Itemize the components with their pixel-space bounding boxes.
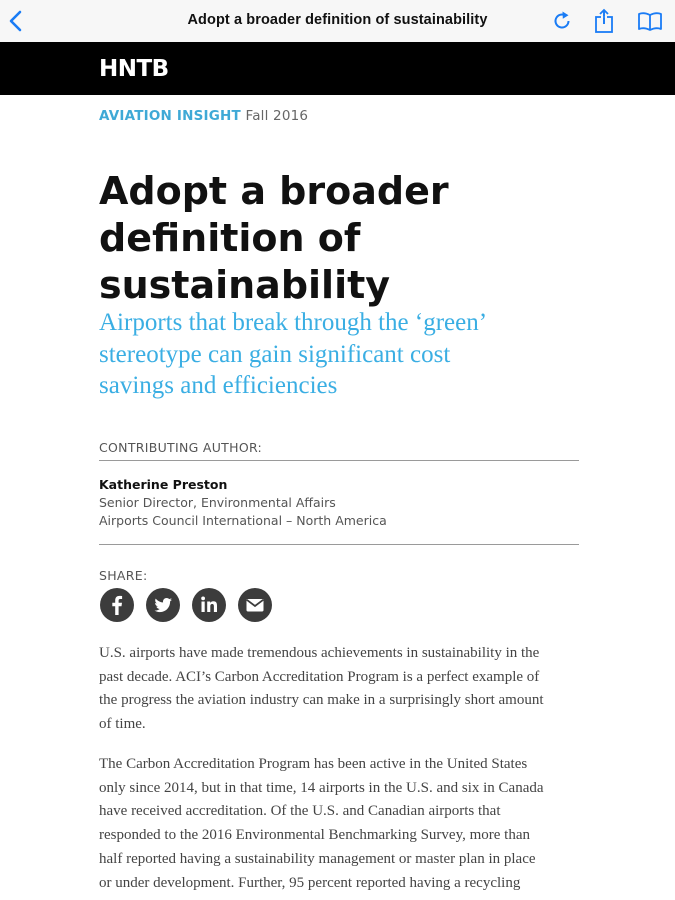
kicker-label[interactable]: AVIATION INSIGHT <box>99 108 241 124</box>
paragraph-line: the progress the aviation industry can make in a surprisingly short amount <box>99 692 544 709</box>
author-title: Senior Director, Environmental Affairs <box>99 495 336 510</box>
author-organization: Airports Council International – North America <box>99 513 387 528</box>
kicker-date: Fall 2016 <box>245 108 309 124</box>
reload-icon[interactable] <box>548 7 576 35</box>
share-label: SHARE: <box>99 568 148 583</box>
browser-toolbar <box>0 0 675 42</box>
contributing-author-label: CONTRIBUTING AUTHOR: <box>99 440 263 455</box>
paragraph-line: of time. <box>99 716 146 733</box>
twitter-icon[interactable] <box>146 588 180 622</box>
paragraph-line: only since 2014, but in that time, 14 airports in the U.S. and six in Canada <box>99 779 544 796</box>
article-kicker <box>99 108 308 124</box>
article-paragraph <box>99 753 584 895</box>
hntb-logo[interactable]: HNTB <box>99 56 169 82</box>
paragraph-line: half reported having a sustainability management or master plan in place <box>99 850 536 867</box>
paragraph-line: responded to the 2016 Environmental Benchmarking Survey, more than <box>99 827 531 844</box>
article-paragraph <box>99 642 584 737</box>
headline-line: sustainability <box>99 263 391 307</box>
headline-line: Adopt a broader <box>99 169 449 213</box>
facebook-icon[interactable] <box>100 588 134 622</box>
linkedin-icon[interactable] <box>192 588 226 622</box>
share-icon[interactable] <box>590 7 618 35</box>
brand-bar <box>0 42 675 95</box>
paragraph-line: have received accreditation. Of the U.S. and Canadian airports that <box>99 803 501 820</box>
author-name: Katherine Preston <box>99 477 228 492</box>
bookmarks-icon[interactable] <box>636 7 664 35</box>
browser-page-title: Adopt a broader definition of sustainability <box>187 12 488 28</box>
subhead-line: stereotype can gain significant cost <box>99 340 451 368</box>
email-icon[interactable] <box>238 588 272 622</box>
subhead-line: Airports that break through the ‘green’ <box>99 309 488 336</box>
paragraph-line: U.S. airports have made tremendous achievements in sustainability in the <box>99 645 540 661</box>
article-headline <box>99 168 539 309</box>
paragraph-line: or under development. Further, 95 percent reported having a recycling <box>99 874 521 891</box>
subhead-line: savings and efficiencies <box>99 372 338 399</box>
divider <box>99 544 579 545</box>
headline-line: definition of <box>99 216 361 260</box>
divider <box>99 460 579 461</box>
paragraph-line: past decade. ACI’s Carbon Accreditation Program is a perfect example of <box>99 668 540 685</box>
article-subhead <box>99 307 569 402</box>
paragraph-line: The Carbon Accreditation Program has been active in the United States <box>99 756 528 772</box>
